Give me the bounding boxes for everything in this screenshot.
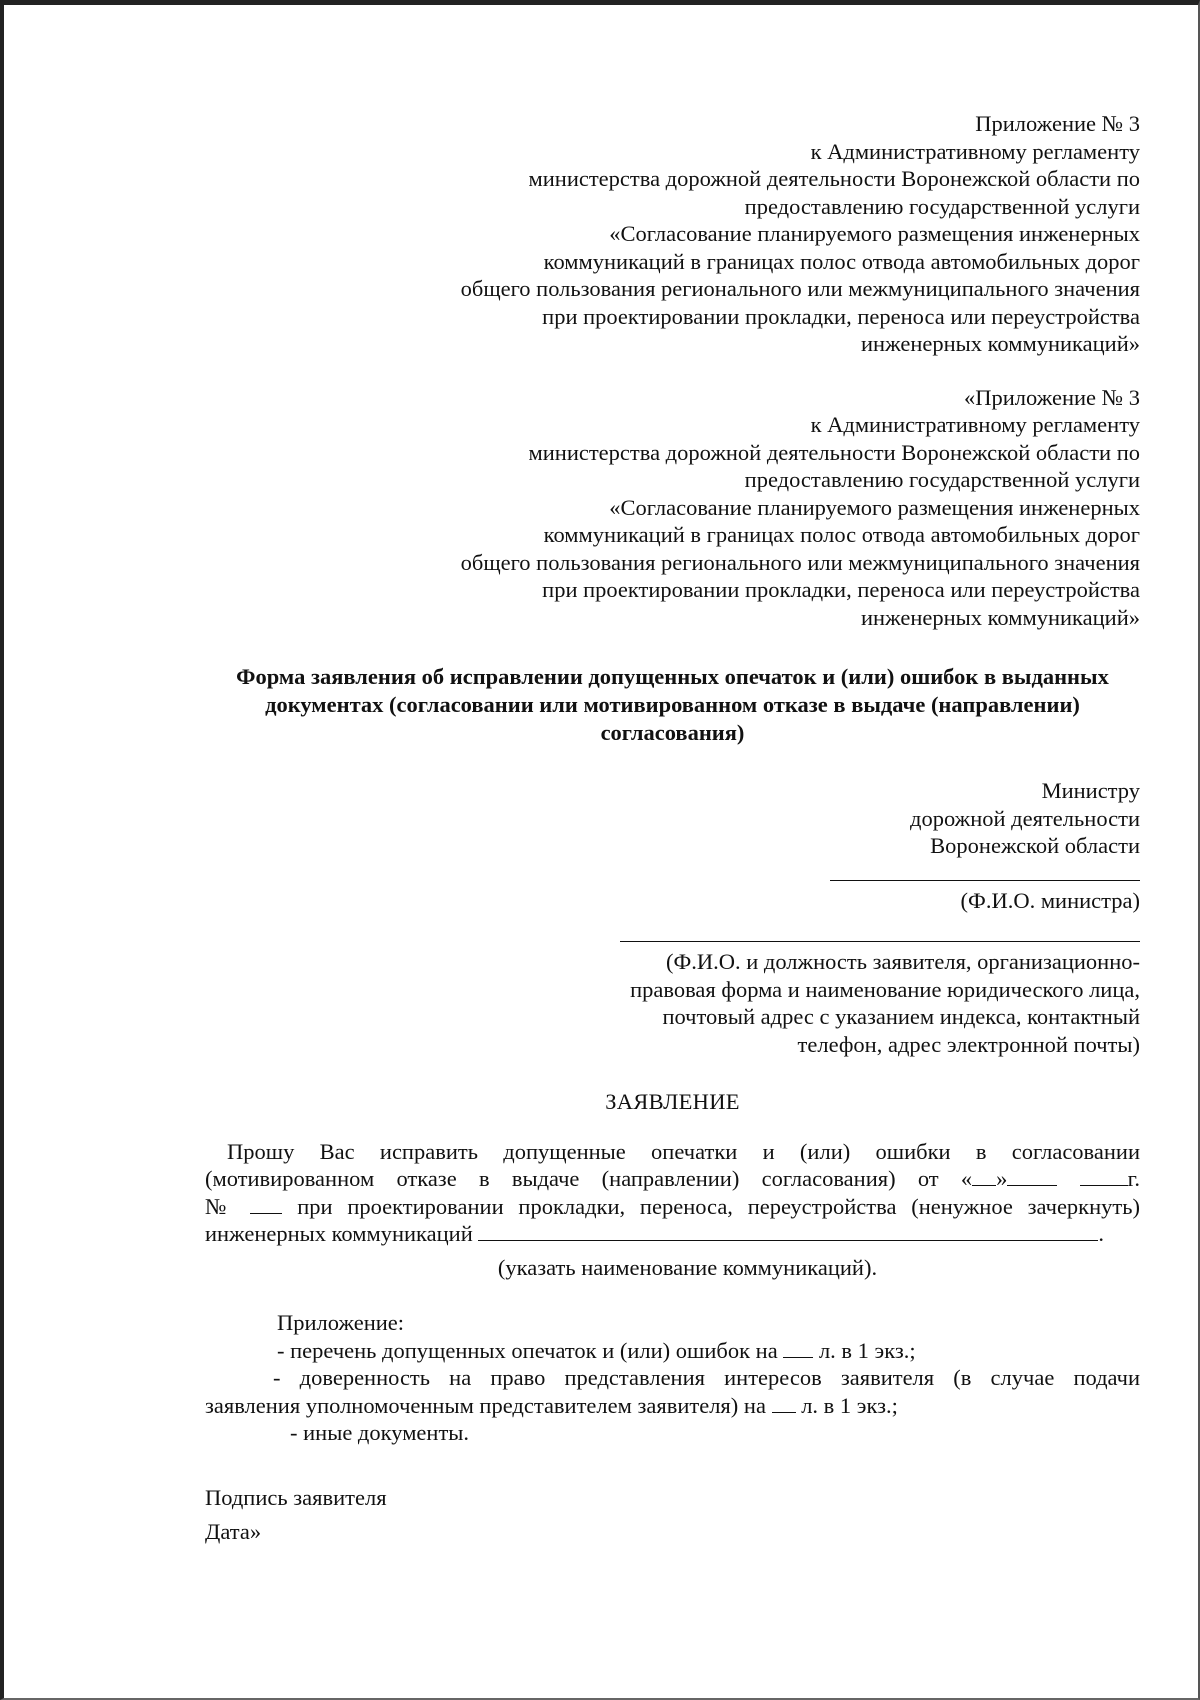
appendix-header-line: министерства дорожной деятельности Воронежской области по: [528, 166, 1140, 191]
appendix-quoted-line: предоставлению государственной услуги: [744, 467, 1140, 492]
statement-text: .: [1098, 1221, 1104, 1246]
statement-text: инженерных коммуникаций: [205, 1221, 473, 1246]
minister-name-blank[interactable]: [830, 864, 1140, 881]
attachment-item-2-cont: [205, 1392, 1140, 1420]
number-blank[interactable]: [250, 1193, 282, 1214]
appendix-header-line: предоставлению государственной услуги: [744, 193, 1140, 219]
attachment-item-2: - доверенность на право представления интересов заявителя (в случае подачи: [273, 1365, 1140, 1390]
sheets-blank-1[interactable]: [783, 1337, 813, 1358]
form-title-line: согласования): [600, 720, 745, 745]
attachments-block: [205, 1309, 1140, 1447]
communications-hint: (указать наименование коммуникаций).: [497, 1254, 878, 1280]
form-title-line: Форма заявления об исправлении допущенных опечаток и (или) ошибок в выданных: [236, 664, 1109, 689]
statement-text: г.: [1127, 1166, 1140, 1191]
date-label: Дата»: [205, 1518, 262, 1544]
statement-line-4: [205, 1220, 1140, 1248]
statement-text: при проектировании прокладки, переноса, переустройства (ненужное зачеркнуть): [297, 1193, 1140, 1219]
appendix-header-line: к Административному регламенту: [810, 138, 1140, 164]
attachment-text: л. в 1 экз.;: [818, 1337, 916, 1363]
attachment-item-3: - иные документы.: [290, 1420, 470, 1445]
day-blank[interactable]: [972, 1165, 996, 1186]
addressee-line: Воронежской области: [930, 833, 1140, 858]
appendix-header-line: при проектировании прокладки, переноса или переустройства: [542, 303, 1140, 329]
appendix-header-line: общего пользования регионального или межмуниципального значения: [460, 276, 1140, 301]
applicant-blank[interactable]: [620, 915, 1140, 942]
appendix-header-line: инженерных коммуникаций»: [861, 331, 1140, 356]
appendix-quoted-line: к Административному регламенту: [810, 412, 1140, 437]
addressee-line: дорожной деятельности: [910, 805, 1140, 831]
year-blank[interactable]: [1080, 1165, 1128, 1186]
month-blank[interactable]: [1007, 1165, 1057, 1186]
appendix-quoted-line: «Приложение № 3: [964, 384, 1140, 410]
statement-text: (мотивированном отказе в выдаче (направлении) согласования) от «: [205, 1166, 973, 1191]
statement-heading: ЗАЯВЛЕНИЕ: [605, 1089, 740, 1114]
appendix-header-line: «Согласование планируемого размещения инженерных: [609, 221, 1140, 246]
appendix-header-quoted: [205, 384, 1140, 632]
document-page: [205, 110, 1140, 1549]
statement-line-3: [205, 1193, 1140, 1221]
attachment-text: л. в 1 экз.;: [801, 1392, 898, 1418]
attachment-text: - перечень допущенных опечаток и (или) ошибок на: [277, 1337, 778, 1363]
statement-line-2: [205, 1165, 1140, 1193]
appendix-header-line: коммуникаций в границах полос отвода автомобильных дорог: [543, 248, 1140, 274]
signature-block: [205, 1481, 1140, 1549]
appendix-header: [205, 110, 1140, 358]
statement-body: [205, 1138, 1140, 1248]
spacer: [205, 358, 1140, 384]
sheets-blank-2[interactable]: [772, 1392, 796, 1413]
appendix-quoted-line: коммуникаций в границах полос отвода автомобильных дорог: [543, 522, 1140, 547]
appendix-quoted-line: при проектировании прокладки, переноса или переустройства: [542, 577, 1140, 602]
appendix-quoted-line: общего пользования регионального или межмуниципального значения: [460, 549, 1140, 575]
minister-caption: (Ф.И.О. министра): [960, 888, 1140, 913]
appendix-quoted-line: инженерных коммуникаций»: [861, 604, 1140, 630]
attachment-item-1: [205, 1337, 1140, 1365]
appendix-quoted-line: министерства дорожной деятельности Воронежской области по: [528, 439, 1140, 465]
attachment-text: заявления уполномоченным представителем заявителя) на: [205, 1392, 766, 1418]
statement-text: »: [996, 1166, 1008, 1191]
addressee-line: Министру: [1041, 778, 1140, 803]
appendix-quoted-line: «Согласование планируемого размещения инженерных: [609, 494, 1140, 520]
statement-text: №: [205, 1193, 236, 1219]
form-title: [205, 663, 1140, 747]
applicant-line: (Ф.И.О. и должность заявителя, организационно-: [665, 949, 1140, 974]
signature-label: Подпись заявителя: [205, 1484, 387, 1510]
applicant-line: телефон, адрес электронной почты): [797, 1031, 1140, 1057]
addressee-block: [205, 777, 1140, 948]
applicant-line: правовая форма и наименование юридического лица,: [630, 976, 1140, 1002]
applicant-line: почтовый адрес с указанием индекса, контактный: [662, 1004, 1140, 1029]
communications-blank[interactable]: [478, 1220, 1098, 1241]
appendix-header-line: Приложение № 3: [975, 111, 1140, 136]
statement-line-1: Прошу Вас исправить допущенные опечатки и (или) ошибки в согласовании: [227, 1138, 1140, 1164]
form-title-line: документах (согласовании или мотивированном отказе в выдаче (направлении): [265, 692, 1080, 717]
applicant-block: [205, 948, 1140, 1058]
attachments-title: Приложение:: [277, 1310, 405, 1335]
